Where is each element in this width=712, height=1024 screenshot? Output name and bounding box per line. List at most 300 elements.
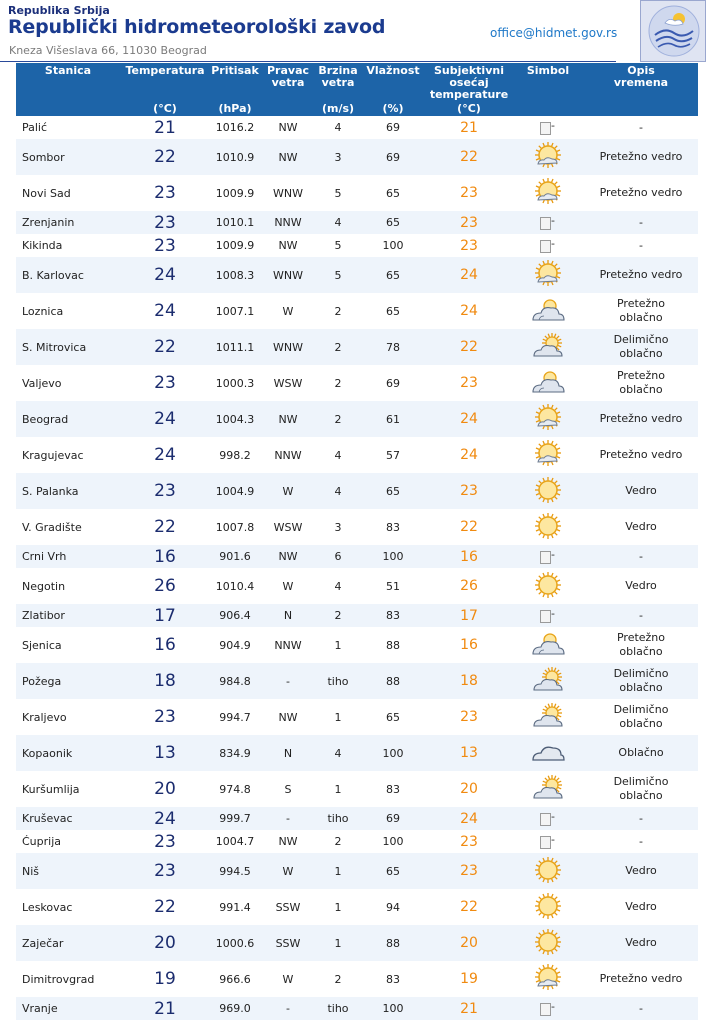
pressure-value: 994.7 <box>219 710 251 724</box>
wind-speed-value: 4 <box>334 121 342 134</box>
wind-speed-value: tiho <box>316 807 360 830</box>
pressure-value: 1007.8 <box>215 520 255 534</box>
temperature-value: 16 <box>120 545 210 568</box>
station-name: Loznica <box>22 304 64 318</box>
humidity-value: 83 <box>386 782 400 796</box>
humidity-value: 65 <box>386 304 400 318</box>
temperature-value: 20 <box>120 925 210 961</box>
station-name: Crni Vrh <box>16 545 120 568</box>
broken-image-icon <box>539 216 557 230</box>
wind-direction-value: NW <box>278 710 298 724</box>
weather-description: - <box>584 545 698 568</box>
station-name: Kragujevac <box>22 448 84 462</box>
wind-direction-value: S <box>284 782 292 796</box>
feels-like-value: 23 <box>460 375 478 391</box>
weather-description: - <box>584 997 698 1020</box>
table-row <box>16 211 698 234</box>
humidity-value: 83 <box>386 972 400 986</box>
wind-direction-value: NW <box>260 545 316 568</box>
weather-symbol-cell <box>512 401 584 437</box>
wind-speed-value: 4 <box>316 735 360 771</box>
wind-speed-value: 4 <box>316 211 360 234</box>
table-row <box>16 853 698 889</box>
feels-like-value: 23 <box>460 185 478 201</box>
humidity-value: 65 <box>386 186 400 200</box>
feels-like-value: 24 <box>426 401 512 437</box>
temperature-value: 22 <box>120 329 210 365</box>
table-row <box>16 604 698 627</box>
weather-symbol-cell <box>512 257 584 293</box>
station-name: B. Karlovac <box>16 257 120 293</box>
humidity-value: 69 <box>360 807 426 830</box>
wind-direction-value: - <box>260 807 316 830</box>
humidity-value: 65 <box>360 853 426 889</box>
humidity-value: 88 <box>360 663 426 699</box>
cloudy-icon <box>531 738 565 769</box>
email-link[interactable]: office@hidmet.gov.rs <box>490 26 618 40</box>
feels-like-value: 23 <box>426 211 512 234</box>
temperature-value: 23 <box>154 183 176 203</box>
station-name: Dimitrovgrad <box>22 972 95 986</box>
weather-symbol-cell <box>512 545 584 568</box>
station-name: S. Palanka <box>16 473 120 509</box>
station-name: Kruševac <box>16 807 120 830</box>
table-row <box>16 699 698 735</box>
pressure-value: 1004.3 <box>210 401 260 437</box>
broken-image-icon <box>539 1002 557 1016</box>
station-name: Ćuprija <box>22 835 62 848</box>
partly-cloudy-icon <box>531 702 565 733</box>
temperature-value: 24 <box>154 301 176 321</box>
temperature-value: 20 <box>154 779 176 799</box>
weather-symbol-cell <box>512 830 584 853</box>
station-name: V. Gradište <box>22 520 82 534</box>
station-name: Požega <box>16 663 120 699</box>
pressure-value: 1009.9 <box>215 239 255 252</box>
table-row <box>16 401 698 437</box>
weather-description: - <box>639 238 643 252</box>
weather-symbol-cell <box>512 663 584 699</box>
pressure-value: 1004.9 <box>210 473 260 509</box>
weather-description: - <box>639 120 643 134</box>
wind-direction-value: NW <box>260 139 316 175</box>
station-name: Sjenica <box>22 638 62 652</box>
temperature-value: 23 <box>120 853 210 889</box>
unit-wind-speed: (m/s) <box>316 101 360 116</box>
pressure-value: 984.8 <box>210 663 260 699</box>
feels-like-value: 22 <box>426 139 512 175</box>
broken-image-icon <box>539 550 557 564</box>
temperature-value: 21 <box>120 997 210 1020</box>
pressure-value: 834.9 <box>210 735 260 771</box>
mostly-sunny-icon <box>533 178 563 209</box>
temperature-value: 13 <box>120 735 210 771</box>
wind-speed-value: 2 <box>334 376 342 390</box>
pressure-value: 1008.3 <box>210 257 260 293</box>
site-header <box>0 0 712 62</box>
sunny-icon <box>533 892 563 923</box>
feels-like-value: 23 <box>460 709 478 725</box>
humidity-value: 100 <box>382 835 404 848</box>
pressure-value: 1016.2 <box>215 121 255 134</box>
feels-like-value: 19 <box>460 971 478 987</box>
col-header-temperature: Temperatura <box>120 63 210 101</box>
wind-speed-value: 4 <box>334 448 342 462</box>
table-row <box>16 175 698 211</box>
feels-like-value: 24 <box>460 303 478 319</box>
table-row <box>16 961 698 997</box>
sunny-icon <box>533 856 563 887</box>
wind-speed-value: 2 <box>334 835 342 848</box>
temperature-value: 24 <box>120 401 210 437</box>
table-row <box>16 830 698 853</box>
sunny-icon <box>533 571 563 602</box>
feels-like-value: 23 <box>460 833 478 850</box>
temperature-value: 23 <box>154 831 176 852</box>
weather-description: - <box>584 211 698 234</box>
feels-like-value: 18 <box>426 663 512 699</box>
temperature-value: 18 <box>120 663 210 699</box>
feels-like-value: 23 <box>460 237 478 254</box>
table-row <box>16 365 698 401</box>
weather-description: Pretežno vedro <box>599 186 683 199</box>
humidity-value: 100 <box>360 545 426 568</box>
pressure-value: 904.9 <box>219 638 251 652</box>
institution-logo[interactable] <box>640 0 706 62</box>
logo-emblem-icon <box>641 1 706 62</box>
weather-symbol-cell <box>512 735 584 771</box>
sunny-icon <box>533 476 563 507</box>
wind-speed-value: 3 <box>316 139 360 175</box>
wind-direction-value: NNW <box>274 448 302 462</box>
temperature-value: 24 <box>154 445 176 465</box>
weather-description: Vedro <box>584 853 698 889</box>
partly-cloudy-icon <box>531 332 565 363</box>
station-name: Niš <box>16 853 120 889</box>
weather-table <box>16 63 698 1020</box>
weather-symbol-cell <box>512 139 584 175</box>
pressure-value: 1000.3 <box>215 376 255 390</box>
col-header-symbol: Simbol <box>512 63 584 101</box>
wind-direction-value: NNW <box>260 211 316 234</box>
temperature-value: 16 <box>154 635 176 655</box>
col-header-station: Stanica <box>16 63 120 101</box>
station-name: Palić <box>22 121 48 134</box>
wind-speed-value: 1 <box>334 900 342 914</box>
weather-description: Vedro <box>625 579 657 592</box>
mostly-cloudy-icon <box>531 296 565 327</box>
temperature-value: 22 <box>120 139 210 175</box>
table-row <box>16 234 698 257</box>
feels-like-value: 21 <box>426 997 512 1020</box>
temperature-value: 22 <box>154 897 176 917</box>
table-row <box>16 139 698 175</box>
pressure-value: 1009.9 <box>215 186 255 200</box>
country-label: Republika Srbija <box>8 4 110 17</box>
weather-description: Delimično oblačno <box>584 329 698 365</box>
weather-symbol-cell <box>512 997 584 1020</box>
humidity-value: 78 <box>360 329 426 365</box>
weather-description: Oblačno <box>584 735 698 771</box>
station-name: Zlatibor <box>16 604 120 627</box>
wind-direction-value: SSW <box>260 925 316 961</box>
unit-pressure: (hPa) <box>210 101 260 116</box>
unit-humidity: (%) <box>360 101 426 116</box>
temperature-value: 23 <box>120 473 210 509</box>
unit-description <box>584 101 698 116</box>
wind-speed-value: 1 <box>334 710 342 724</box>
broken-image-icon <box>539 835 557 849</box>
wind-direction-value: - <box>260 997 316 1020</box>
humidity-value: 100 <box>360 735 426 771</box>
weather-symbol-cell <box>512 604 584 627</box>
wind-speed-value: 2 <box>334 972 342 986</box>
pressure-value: 1007.1 <box>215 304 255 318</box>
weather-symbol-cell <box>512 234 584 257</box>
pressure-value: 901.6 <box>210 545 260 568</box>
wind-speed-value: 2 <box>316 329 360 365</box>
station-name: Vranje <box>16 997 120 1020</box>
table-row <box>16 735 698 771</box>
pressure-value: 974.8 <box>219 782 251 796</box>
wind-direction-value: NNW <box>274 638 302 652</box>
weather-symbol-cell <box>512 116 584 139</box>
pressure-value: 1010.1 <box>210 211 260 234</box>
wind-direction-value: - <box>260 663 316 699</box>
wind-speed-value: 2 <box>334 304 342 318</box>
humidity-value: 88 <box>386 638 400 652</box>
humidity-value: 83 <box>360 604 426 627</box>
pressure-value: 966.6 <box>219 972 251 986</box>
station-name: Zaječar <box>16 925 120 961</box>
wind-speed-value: 2 <box>316 604 360 627</box>
broken-image-icon <box>539 239 557 253</box>
pressure-value: 1011.1 <box>210 329 260 365</box>
weather-description: Vedro <box>625 900 657 913</box>
pressure-value: 1010.9 <box>210 139 260 175</box>
wind-speed-value: 6 <box>316 545 360 568</box>
pressure-value: 994.5 <box>210 853 260 889</box>
temperature-value: 24 <box>120 807 210 830</box>
weather-description: - <box>584 604 698 627</box>
header-divider <box>0 61 616 62</box>
col-header-wind-speed: Brzina vetra <box>316 63 360 101</box>
station-name: Sombor <box>16 139 120 175</box>
col-header-pressure: Pritisak <box>210 63 260 101</box>
mostly-sunny-icon <box>533 964 563 995</box>
table-row <box>16 473 698 509</box>
humidity-value: 51 <box>386 579 400 593</box>
wind-direction-value: SSW <box>275 900 301 914</box>
mostly-sunny-icon <box>533 404 563 435</box>
weather-symbol-cell <box>512 175 584 211</box>
table-row <box>16 437 698 473</box>
pressure-value: 999.7 <box>210 807 260 830</box>
temperature-value: 17 <box>120 604 210 627</box>
pressure-value: 1000.6 <box>210 925 260 961</box>
temperature-value: 23 <box>154 373 176 393</box>
table-row <box>16 116 698 139</box>
weather-description: Vedro <box>584 925 698 961</box>
broken-image-icon <box>539 609 557 623</box>
mostly-sunny-icon <box>533 440 563 471</box>
weather-description: Pretežno vedro <box>599 448 683 461</box>
wind-speed-value: 3 <box>334 520 342 534</box>
feels-like-value: 20 <box>460 781 478 797</box>
feels-like-value: 23 <box>426 473 512 509</box>
partly-cloudy-icon <box>531 774 565 805</box>
wind-direction-value: NW <box>278 239 298 252</box>
table-row <box>16 545 698 568</box>
humidity-value: 69 <box>360 139 426 175</box>
feels-like-value: 22 <box>460 519 478 535</box>
table-row <box>16 293 698 329</box>
station-name: Beograd <box>16 401 120 437</box>
weather-description: Pretežno vedro <box>599 972 683 985</box>
weather-symbol-cell <box>512 925 584 961</box>
weather-description: Delimično oblačno <box>613 703 669 730</box>
weather-symbol-cell <box>512 889 584 925</box>
feels-like-value: 16 <box>426 545 512 568</box>
feels-like-value: 17 <box>426 604 512 627</box>
humidity-value: 100 <box>360 997 426 1020</box>
table-row <box>16 807 698 830</box>
station-name: Leskovac <box>22 900 73 914</box>
table-row <box>16 257 698 293</box>
feels-like-value: 24 <box>426 807 512 830</box>
temperature-value: 23 <box>120 211 210 234</box>
col-header-wind-direction: Pravac vetra <box>260 63 316 101</box>
weather-symbol-cell <box>512 293 584 329</box>
weather-symbol-cell <box>512 771 584 807</box>
station-name: Kopaonik <box>16 735 120 771</box>
weather-symbol-cell <box>512 627 584 663</box>
temperature-value: 26 <box>154 576 176 596</box>
broken-image-icon <box>539 121 557 135</box>
sunny-icon <box>533 928 563 959</box>
station-name: Kuršumlija <box>22 782 80 796</box>
weather-symbol-cell <box>512 329 584 365</box>
station-name: Novi Sad <box>22 186 71 200</box>
station-name: Zrenjanin <box>16 211 120 234</box>
weather-description: Pretežno oblačno <box>616 631 666 658</box>
weather-description: - <box>639 834 643 848</box>
unit-symbol <box>512 101 584 116</box>
weather-description: - <box>584 807 698 830</box>
wind-speed-value: 1 <box>316 853 360 889</box>
temperature-value: 22 <box>154 517 176 537</box>
wind-direction-value: W <box>260 853 316 889</box>
temperature-value: 23 <box>154 707 176 727</box>
weather-symbol-cell <box>512 961 584 997</box>
temperature-value: 23 <box>154 235 176 256</box>
sunny-icon <box>533 512 563 543</box>
header-row <box>16 63 698 101</box>
wind-speed-value: 2 <box>316 401 360 437</box>
weather-symbol-cell <box>512 473 584 509</box>
temperature-value: 21 <box>154 117 176 138</box>
wind-direction-value: N <box>260 735 316 771</box>
wind-direction-value: NW <box>278 835 298 848</box>
wind-direction-value: NW <box>278 121 298 134</box>
weather-description: Pretežno vedro <box>584 257 698 293</box>
temperature-value: 24 <box>120 257 210 293</box>
unit-feels-like: (°C) <box>426 101 512 116</box>
address-text: Kneza Višeslava 66, 11030 Beograd <box>9 44 207 57</box>
wind-direction-value: WNW <box>273 186 303 200</box>
mostly-sunny-icon <box>533 142 563 173</box>
pressure-value: 906.4 <box>210 604 260 627</box>
humidity-value: 65 <box>360 257 426 293</box>
weather-symbol-cell <box>512 568 584 604</box>
station-name: Kraljevo <box>22 710 67 724</box>
pressure-value: 1010.4 <box>215 579 255 593</box>
mostly-cloudy-icon <box>531 630 565 661</box>
table-row <box>16 329 698 365</box>
weather-table-body <box>16 116 698 1020</box>
wind-direction-value: WNW <box>260 257 316 293</box>
wind-speed-value: 5 <box>334 186 342 200</box>
table-row <box>16 509 698 545</box>
weather-description: Delimično oblačno <box>613 775 669 802</box>
humidity-value: 83 <box>386 520 400 534</box>
feels-like-value: 22 <box>460 899 478 915</box>
humidity-value: 69 <box>386 376 400 390</box>
humidity-value: 61 <box>360 401 426 437</box>
wind-speed-value: tiho <box>316 997 360 1020</box>
feels-like-value: 21 <box>460 119 478 136</box>
humidity-value: 69 <box>386 121 400 134</box>
table-row <box>16 568 698 604</box>
table-row <box>16 627 698 663</box>
wind-direction-value: NW <box>260 401 316 437</box>
feels-like-value: 20 <box>426 925 512 961</box>
mostly-sunny-icon <box>533 260 563 291</box>
table-row <box>16 771 698 807</box>
col-header-feels-like: Subjektivni osećaj temperature <box>426 63 512 101</box>
feels-like-value: 24 <box>426 257 512 293</box>
station-name: S. Mitrovica <box>16 329 120 365</box>
col-header-humidity: Vlažnost <box>360 63 426 101</box>
feels-like-value: 13 <box>426 735 512 771</box>
weather-description: Delimično oblačno <box>584 663 698 699</box>
col-header-description: Opis vremena <box>584 63 698 101</box>
weather-symbol-cell <box>512 853 584 889</box>
weather-symbol-cell <box>512 437 584 473</box>
wind-direction-value: W <box>282 304 294 318</box>
humidity-value: 94 <box>386 900 400 914</box>
weather-description: Pretežno oblačno <box>616 369 666 396</box>
feels-like-value: 26 <box>460 578 478 594</box>
wind-speed-value: 4 <box>334 579 342 593</box>
station-name: Kikinda <box>22 239 63 252</box>
institution-title[interactable]: Republički hidrometeorološki zavod <box>8 16 386 38</box>
wind-direction-value: W <box>260 473 316 509</box>
table-row <box>16 997 698 1020</box>
unit-temperature: (°C) <box>120 101 210 116</box>
wind-direction-value: W <box>282 579 294 593</box>
table-row <box>16 925 698 961</box>
humidity-value: 65 <box>360 211 426 234</box>
humidity-value: 88 <box>360 925 426 961</box>
wind-speed-value: 1 <box>334 782 342 796</box>
partly-cloudy-icon <box>531 666 565 697</box>
wind-direction-value: N <box>260 604 316 627</box>
humidity-value: 65 <box>386 710 400 724</box>
wind-speed-value: 5 <box>334 239 342 252</box>
wind-direction-value: W <box>282 972 294 986</box>
wind-speed-value: 1 <box>316 925 360 961</box>
